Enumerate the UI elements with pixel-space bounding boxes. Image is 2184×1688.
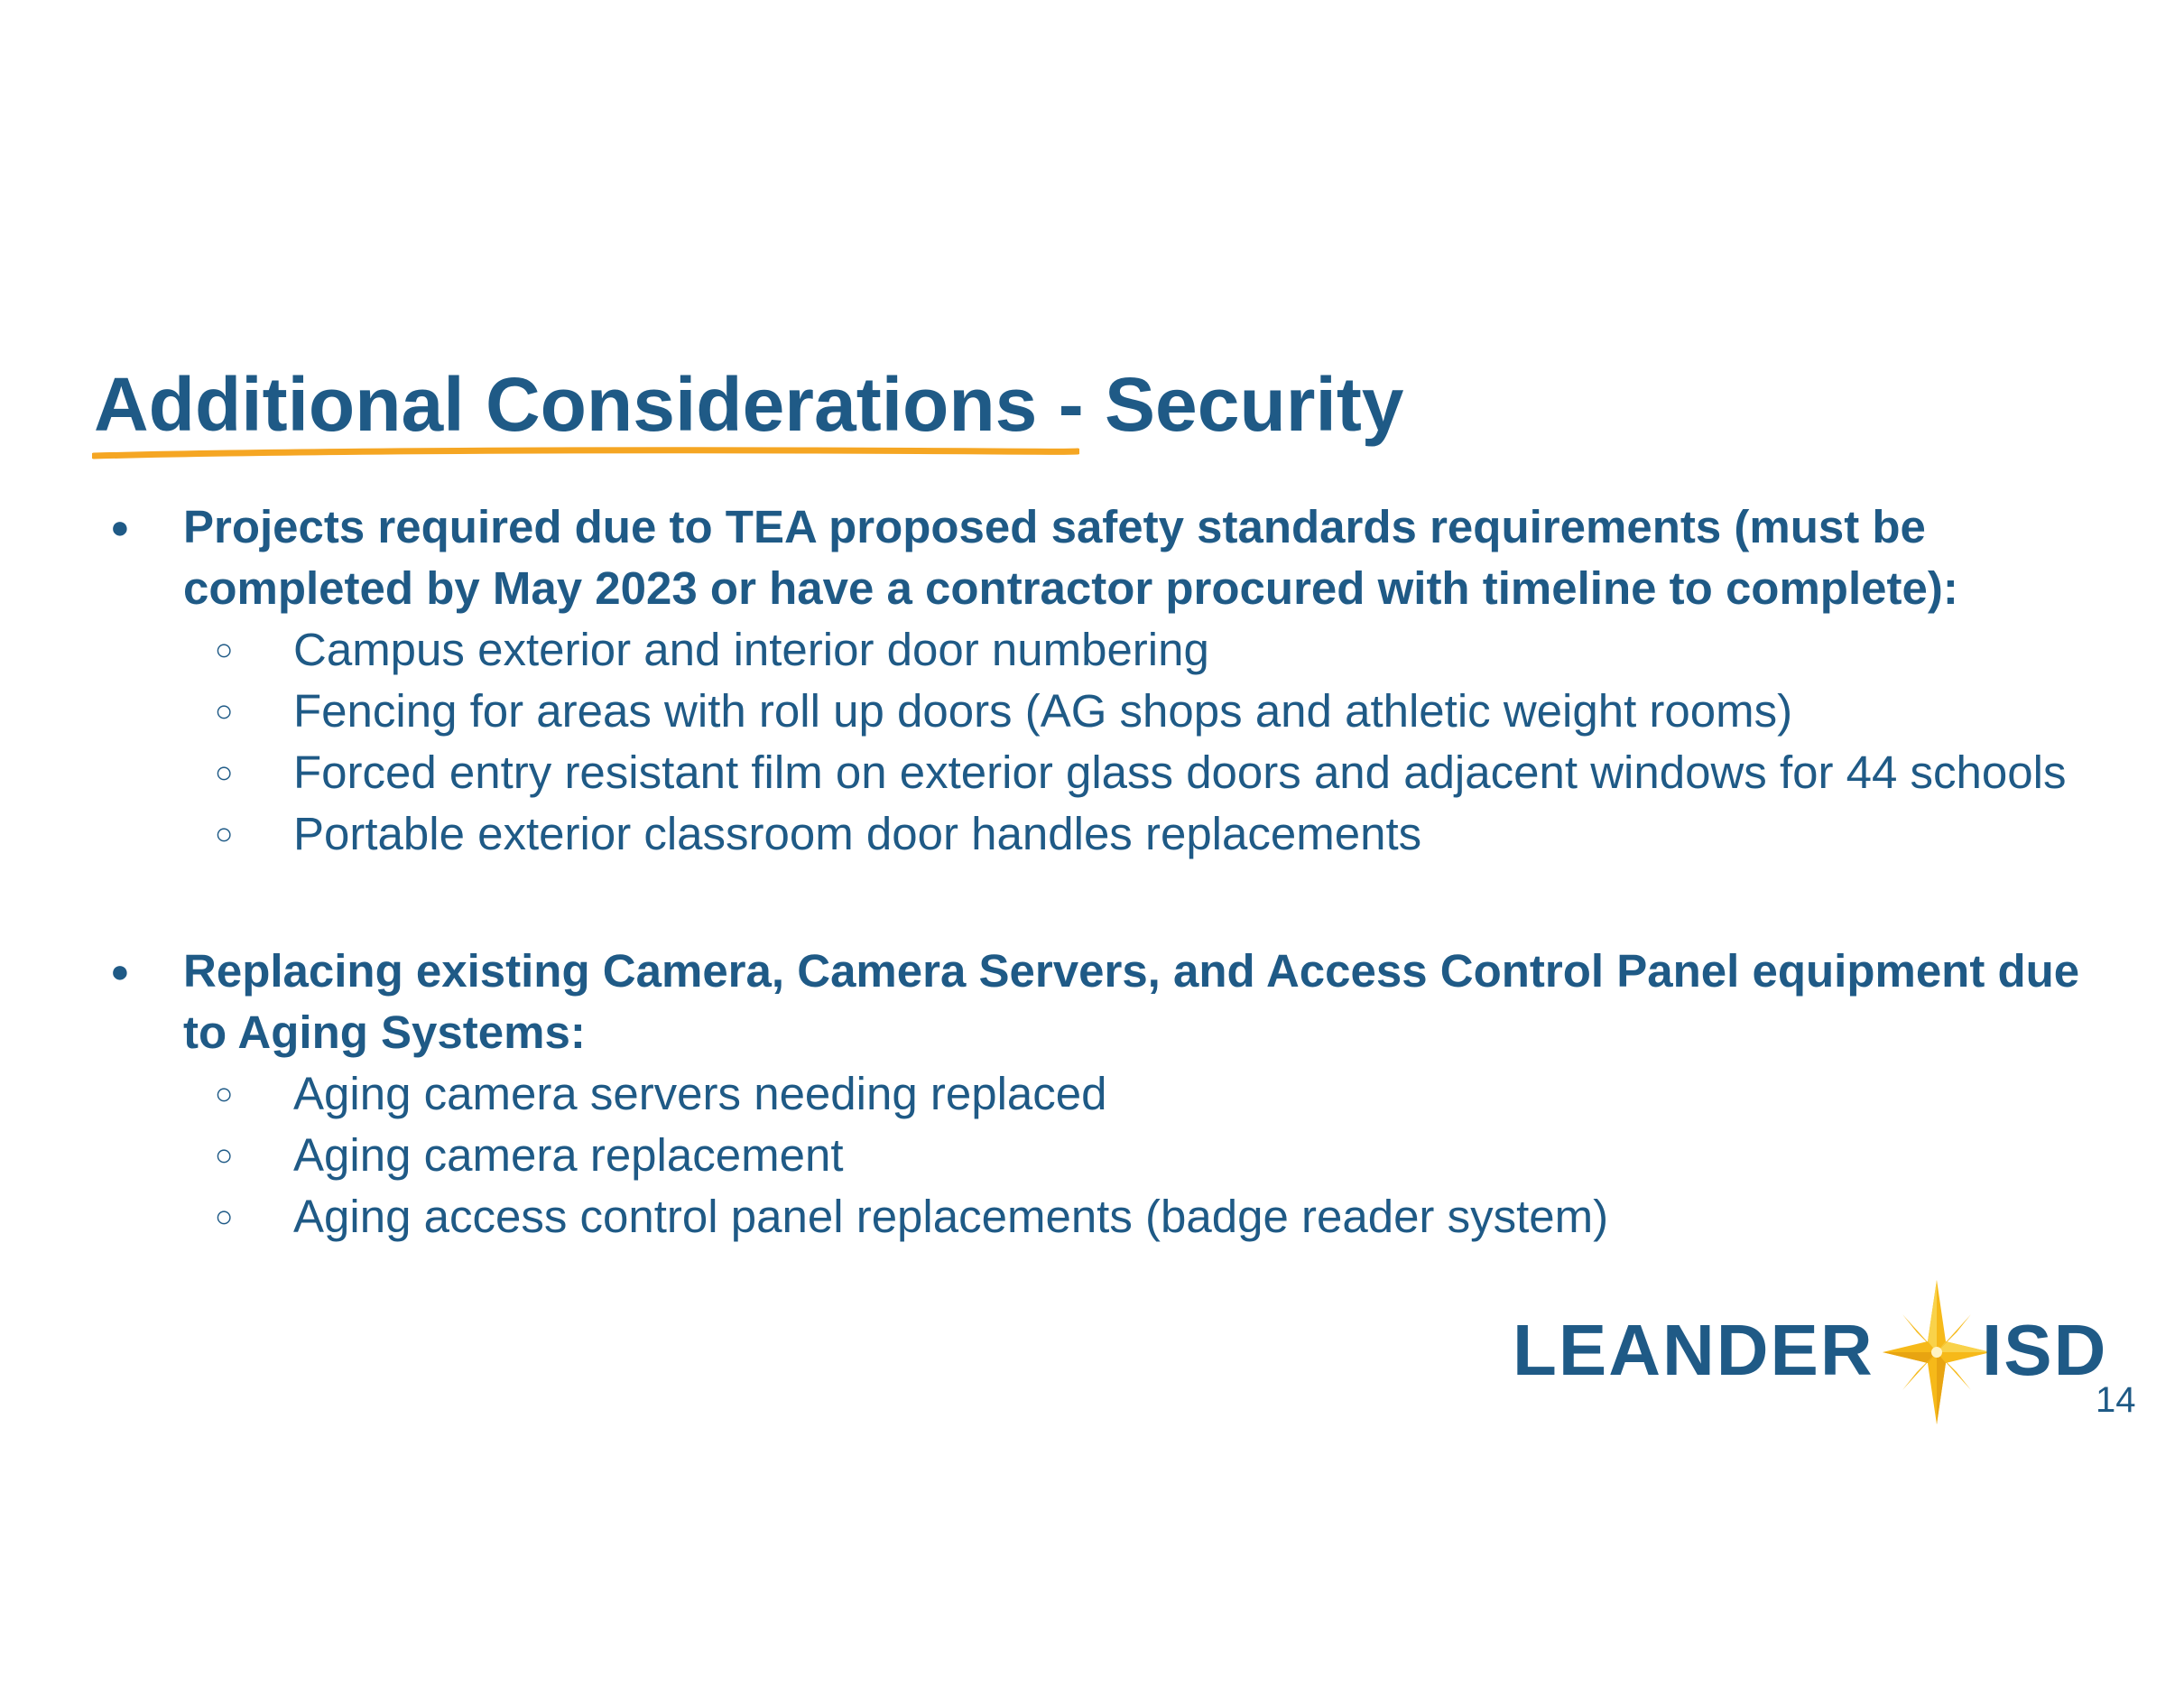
list-item xyxy=(90,1186,2103,1247)
logo-text-leander: LEANDER xyxy=(1513,1310,1874,1390)
bullet-dot: ● xyxy=(110,952,130,989)
title-main: Additional Considerations xyxy=(94,362,1038,447)
list-item-text: Forced entry resistant film on exterior glass doors and adjacent windows for 44 schools xyxy=(293,747,2067,798)
sublist-aging-systems xyxy=(90,1063,2103,1247)
logo-text-isd: ISD xyxy=(1982,1310,2108,1390)
list-item xyxy=(90,742,2103,803)
list-item-text: Campus exterior and interior door numbering xyxy=(293,624,1209,675)
bullet-aging-systems xyxy=(90,941,2103,1063)
sub-bullet-circle: ○ xyxy=(215,1200,234,1234)
list-item-text: Aging access control panel replacements (badge reader system) xyxy=(293,1191,1609,1242)
list-item-text: Fencing for areas with roll up doors (AG shops and athletic weight rooms) xyxy=(293,685,1793,737)
page-title xyxy=(94,359,1404,450)
bullet-dot: ● xyxy=(110,508,130,545)
sub-bullet-circle: ○ xyxy=(215,817,234,851)
list-item-text: Aging camera replacement xyxy=(293,1129,844,1181)
sub-bullet-circle: ○ xyxy=(215,756,234,790)
content xyxy=(90,496,2103,1247)
sub-bullet-circle: ○ xyxy=(215,633,234,667)
compass-star-icon xyxy=(1883,1280,1991,1424)
bullet-tea-requirements xyxy=(90,496,2103,619)
title-underline xyxy=(92,446,1079,460)
section-gap xyxy=(90,865,2103,941)
list-item xyxy=(90,681,2103,742)
page-number: 14 xyxy=(2096,1380,2136,1420)
list-item xyxy=(90,1125,2103,1186)
bullet-heading: Projects required due to TEA proposed safety standards requirements (must be completed by May 2023 or have a contractor procured with timeline to complete): xyxy=(183,501,1958,614)
bullet-heading: Replacing existing Camera, Camera Servers, and Access Control Panel equipment due to Aging Systems: xyxy=(183,945,2080,1058)
list-item-text: Aging camera servers needing replaced xyxy=(293,1068,1107,1119)
list-item xyxy=(90,1063,2103,1125)
list-item-text: Portable exterior classroom door handles replacements xyxy=(293,808,1422,859)
list-item xyxy=(90,803,2103,865)
sub-bullet-circle: ○ xyxy=(215,694,234,728)
sublist-tea-requirements xyxy=(90,619,2103,865)
sub-bullet-circle: ○ xyxy=(215,1077,234,1111)
title-suffix: - Security xyxy=(1037,362,1404,447)
list-item xyxy=(90,619,2103,681)
leander-isd-logo xyxy=(1513,1280,2117,1424)
sub-bullet-circle: ○ xyxy=(215,1138,234,1173)
